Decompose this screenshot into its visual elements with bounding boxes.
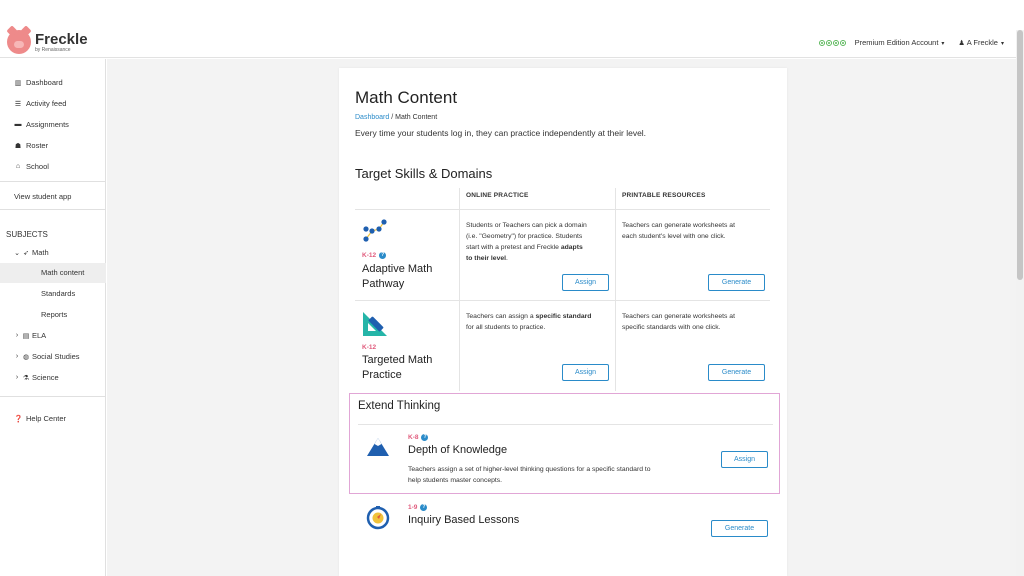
skill-name-targeted	[362, 353, 432, 383]
school-icon: ⌂	[15, 163, 21, 170]
column-header-online: ONLINE PRACTICE	[466, 192, 529, 199]
rocket-icon: ➶	[23, 249, 29, 257]
user-icon: ♟	[958, 40, 965, 47]
sidebar-item-school[interactable]	[14, 162, 49, 171]
help-icon[interactable]: ?	[381, 252, 385, 258]
grade-label: K-12	[362, 344, 377, 351]
skill-name-depth-of-knowledge: Depth of Knowledge	[408, 444, 508, 456]
dok-description: Teachers assign a set of higher-level thinking questions for a specific standard to help students master concepts.	[408, 466, 651, 484]
page-scrollbar[interactable]	[1016, 30, 1024, 576]
top-bar	[0, 0, 1024, 58]
assign-button-dok[interactable]: Assign	[721, 451, 768, 468]
skill-name-line: Pathway	[362, 278, 405, 290]
pig-logo-icon	[7, 30, 31, 54]
chevron-right-icon: ›	[15, 353, 19, 360]
sidebar-item-label: Science	[32, 373, 59, 382]
table-divider	[459, 188, 460, 391]
sidebar-subitem-math-content[interactable]: Math content	[0, 263, 106, 283]
section-title-extend-thinking: Extend Thinking	[358, 400, 441, 412]
grade-range-badge	[362, 252, 386, 259]
subjects-heading: SUBJECTS	[6, 230, 48, 239]
ruler-pencil-icon	[361, 310, 389, 338]
description-emphasis: adapts	[560, 244, 583, 251]
chevron-right-icon: ›	[15, 374, 19, 381]
skill-name-inquiry: Inquiry Based Lessons	[408, 514, 520, 526]
sidebar-item-view-student-app[interactable]	[14, 192, 71, 201]
printable-description-targeted	[622, 311, 772, 333]
sidebar-divider	[0, 181, 106, 182]
description-emphasis: specific standard	[535, 313, 592, 320]
list-icon: ☰	[14, 100, 22, 108]
compass-icon	[366, 506, 390, 530]
table-divider	[355, 300, 770, 301]
description-line: for all students to practice.	[466, 324, 546, 331]
description-line: Students or Teachers can pick a domain	[466, 222, 587, 229]
grade-range-badge	[362, 344, 376, 351]
grade-label: K-8	[408, 434, 419, 442]
sidebar-item-label: ELA	[32, 331, 47, 340]
help-icon[interactable]: ?	[422, 504, 426, 510]
online-description-targeted	[466, 311, 611, 333]
user-label: A Freckle	[966, 38, 998, 47]
book-icon: ▤	[22, 332, 30, 340]
description-emphasis: to their level	[466, 255, 507, 262]
description-line: specific standards with one click.	[622, 324, 721, 331]
sidebar-item-help-center[interactable]	[14, 414, 66, 423]
generate-button-inquiry[interactable]: Generate	[711, 520, 768, 537]
user-dropdown[interactable]	[958, 38, 1004, 47]
sidebar-item-label: Assignments	[26, 120, 69, 129]
sidebar-item-label: View student app	[14, 192, 72, 201]
sidebar	[0, 59, 106, 576]
description-line: each student's level with one click.	[622, 233, 726, 240]
logo-subtitle: by Renaissance	[35, 46, 71, 53]
sidebar-divider	[0, 396, 106, 397]
section-divider	[358, 424, 773, 425]
freckle-logo[interactable]	[7, 30, 88, 54]
description-line: start with a pretest and Freckle	[466, 244, 561, 251]
column-header-printable: PRINTABLE RESOURCES	[622, 192, 706, 199]
sidebar-item-label: Roster	[26, 141, 49, 150]
sidebar-item-label: Social Studies	[32, 352, 80, 361]
sidebar-item-label: Dashboard	[26, 78, 63, 87]
sidebar-item-science[interactable]	[14, 373, 59, 382]
sidebar-item-label: Activity feed	[26, 99, 67, 108]
scrollbar-thumb[interactable]	[1017, 30, 1023, 280]
caret-down-icon: ▾	[1000, 41, 1004, 47]
pathway-dots-icon	[361, 219, 387, 245]
inbox-icon: ▬	[14, 121, 22, 128]
flask-icon: ⚗	[22, 374, 30, 382]
online-description-adaptive	[466, 220, 611, 264]
mountain-icon	[365, 436, 391, 458]
sidebar-item-label: Math	[32, 248, 49, 257]
help-icon[interactable]: ?	[423, 434, 427, 440]
assign-button-adaptive[interactable]: Assign	[562, 274, 609, 291]
grade-label: K-12	[362, 252, 377, 260]
sidebar-item-math[interactable]	[14, 248, 49, 257]
sidebar-item-social-studies[interactable]	[14, 352, 80, 361]
skill-name-line: Practice	[362, 369, 402, 381]
intro-text: Every time your students log in, they can practice independently at their level.	[355, 128, 647, 138]
assign-button-targeted[interactable]: Assign	[562, 364, 609, 381]
description-line: Teachers can assign a	[466, 313, 536, 320]
sidebar-subitem-reports[interactable]: Reports	[41, 310, 68, 319]
table-divider	[355, 209, 459, 210]
printable-description-adaptive	[622, 220, 772, 242]
map-icon: ▥	[14, 79, 22, 87]
generate-button-adaptive[interactable]: Generate	[708, 274, 765, 291]
description-line: .	[506, 255, 508, 262]
sidebar-item-label: School	[26, 162, 49, 171]
generate-button-targeted[interactable]: Generate	[708, 364, 765, 381]
logo-name: Freckle	[35, 30, 88, 48]
grade-range-badge	[408, 434, 428, 441]
users-icon: ☗	[14, 142, 22, 150]
sidebar-item-label: Help Center	[26, 414, 67, 423]
chevron-down-icon: ⌄	[14, 249, 20, 257]
breadcrumb-separator: /	[391, 114, 394, 121]
grade-label: 1-9	[408, 504, 418, 512]
globe-icon: ◍	[22, 353, 30, 361]
breadcrumb	[355, 114, 437, 121]
sidebar-subitem-standards[interactable]: Standards	[41, 289, 76, 298]
page-title: Math Content	[355, 88, 458, 107]
sidebar-divider	[0, 209, 106, 210]
skill-name-line: Targeted Math	[362, 354, 433, 366]
grade-range-badge	[408, 504, 427, 511]
account-dropdown[interactable]	[855, 38, 945, 47]
sidebar-item-activity-feed[interactable]	[14, 99, 66, 108]
table-divider	[459, 209, 770, 210]
description-line: (i.e. "Geometry") for practice. Students	[466, 233, 583, 240]
sidebar-item-ela[interactable]	[14, 331, 46, 340]
chevron-right-icon: ›	[15, 332, 19, 339]
account-label: Premium Edition Account	[854, 38, 939, 47]
section-title-target-skills: Target Skills & Domains	[355, 166, 493, 181]
skill-name-adaptive	[362, 262, 432, 292]
skill-name-line: Adaptive Math	[362, 263, 433, 275]
description-line: Teachers can generate worksheets at	[622, 222, 735, 229]
progress-dots-icon	[819, 40, 847, 46]
sidebar-item-dashboard[interactable]	[14, 78, 63, 87]
sidebar-item-roster[interactable]	[14, 141, 48, 150]
table-divider	[615, 188, 616, 391]
breadcrumb-dashboard-link[interactable]: Dashboard	[355, 114, 390, 121]
description-line: Teachers can generate worksheets at	[622, 313, 735, 320]
question-circle-icon: ❓	[14, 415, 23, 423]
caret-down-icon: ▾	[941, 41, 945, 47]
breadcrumb-current: Math Content	[395, 114, 438, 121]
sidebar-item-assignments[interactable]	[14, 120, 69, 129]
